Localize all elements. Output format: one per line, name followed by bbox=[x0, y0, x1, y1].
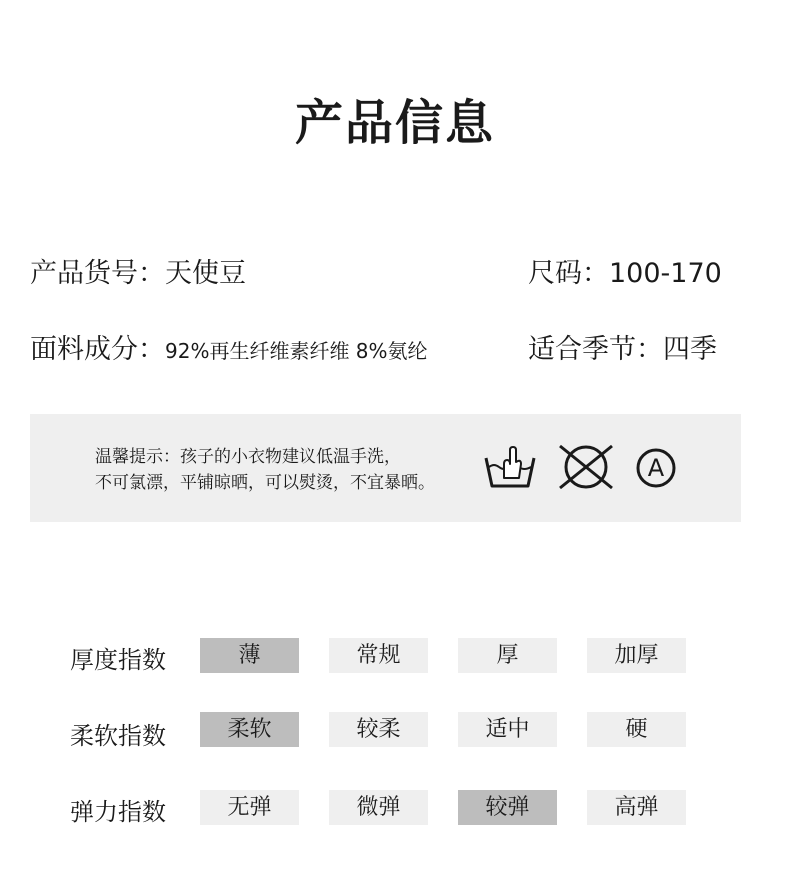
item-number-value: 天使豆 bbox=[165, 258, 246, 289]
dry-clean-letter: A bbox=[647, 454, 665, 482]
item-number bbox=[30, 251, 246, 290]
care-notice-line-1: 温馨提示：孩子的小衣物建议低温手洗， bbox=[95, 447, 401, 467]
page-title: 产品信息 bbox=[294, 95, 495, 151]
care-notice-line-2: 不可氯漂，平铺晾晒，可以熨烫，不宜暴晒。 bbox=[95, 473, 435, 493]
size-value: 100-170 bbox=[609, 258, 722, 289]
softness-option-moderate: 适中 bbox=[458, 712, 557, 747]
elasticity-option-fairly: 较弹 bbox=[458, 790, 557, 825]
season-label: 适合季节： bbox=[528, 334, 663, 365]
elasticity-index-label: 弹力指数 bbox=[70, 798, 166, 826]
thickness-index-label: 厚度指数 bbox=[70, 646, 166, 674]
season-info bbox=[528, 327, 717, 366]
elasticity-option-slight: 微弹 bbox=[329, 790, 428, 825]
fabric-value: 92%再生纤维素纤维 8%氨纶 bbox=[165, 339, 428, 363]
softness-option-fairly-soft: 较柔 bbox=[329, 712, 428, 747]
softness-option-soft: 柔软 bbox=[200, 712, 299, 747]
size-info bbox=[528, 251, 722, 290]
elasticity-option-none: 无弹 bbox=[200, 790, 299, 825]
softness-index-label: 柔软指数 bbox=[70, 722, 166, 750]
thickness-option-thin: 薄 bbox=[200, 638, 299, 673]
do-not-bleach-icon bbox=[554, 442, 618, 492]
item-number-label: 产品货号： bbox=[30, 258, 165, 289]
season-value: 四季 bbox=[663, 334, 717, 365]
thickness-option-thick: 厚 bbox=[458, 638, 557, 673]
fabric-label: 面料成分： bbox=[30, 334, 165, 365]
fabric-info bbox=[30, 327, 428, 366]
softness-option-hard: 硬 bbox=[587, 712, 686, 747]
care-notice bbox=[30, 414, 741, 522]
care-notice-text bbox=[95, 444, 435, 496]
thickness-option-regular: 常规 bbox=[329, 638, 428, 673]
thickness-option-extra-thick: 加厚 bbox=[587, 638, 686, 673]
elasticity-option-high: 高弹 bbox=[587, 790, 686, 825]
dry-clean-a-icon bbox=[635, 447, 673, 485]
hand-wash-icon bbox=[482, 442, 538, 492]
size-label: 尺码： bbox=[528, 258, 609, 289]
